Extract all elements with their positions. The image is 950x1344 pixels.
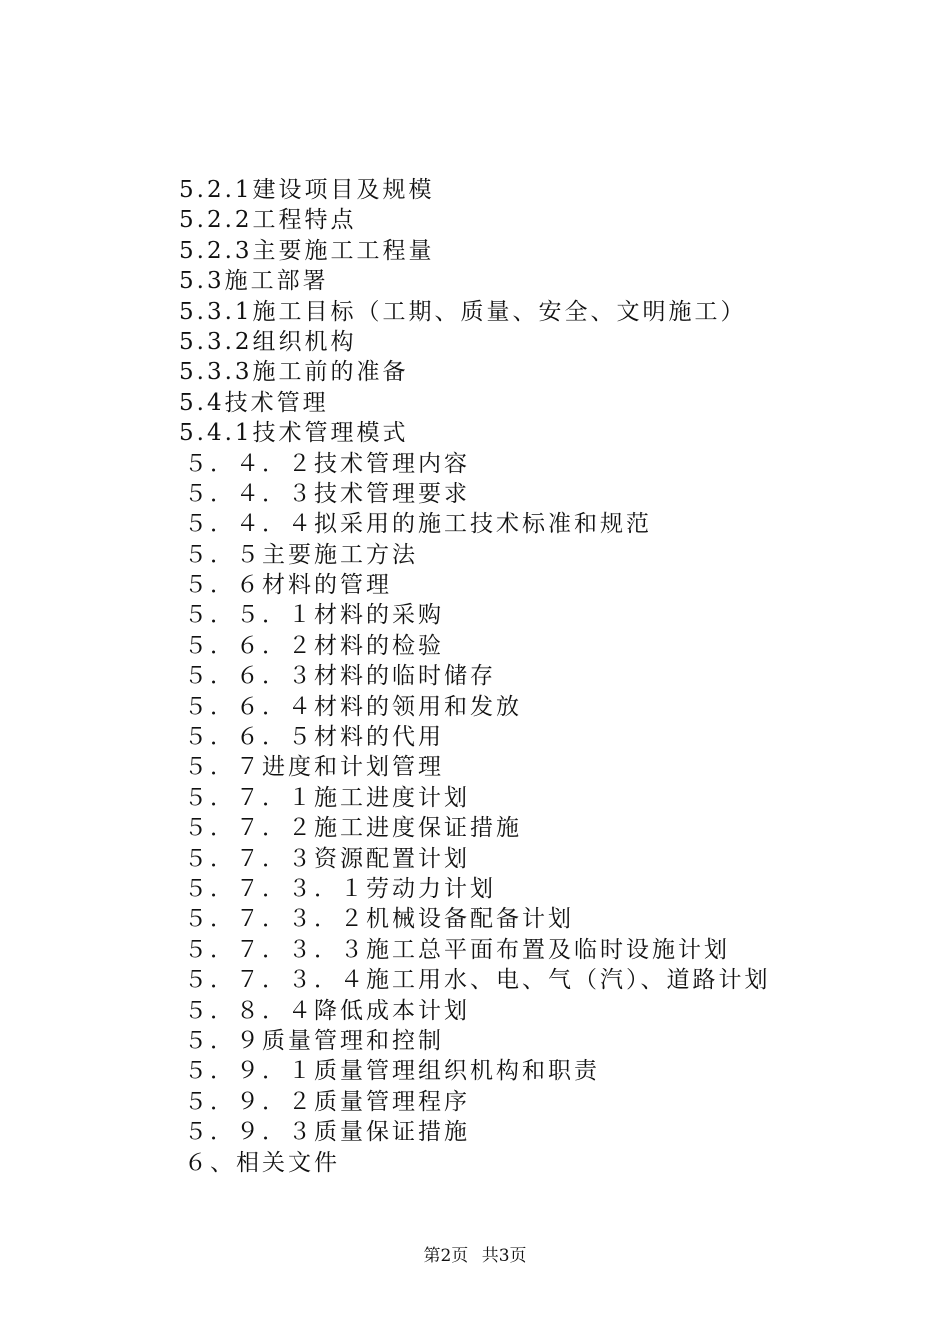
toc-line: 5.3.2组织机构 <box>179 328 357 355</box>
toc-line: ５．９．３质量保证措施 <box>184 1119 470 1146</box>
toc-line: 5.3.1施工目标（工期、质量、安全、文明施工） <box>179 298 747 325</box>
toc-line: ５．７．３．１劳动力计划 <box>184 875 496 902</box>
toc-line: 5.4.1技术管理模式 <box>179 420 409 447</box>
toc-line: ５．９．２质量管理程序 <box>184 1088 470 1115</box>
toc-line: 5.2.1建设项目及规模 <box>179 177 435 203</box>
toc-line: ５．７．２施工进度保证措施 <box>184 815 522 842</box>
page-number: 第2页 <box>423 1246 469 1266</box>
toc-line: 5.3.3施工前的准备 <box>179 359 409 386</box>
toc-line: ５．６．４材料的领用和发放 <box>184 693 522 720</box>
toc-line: ５．５主要施工方法 <box>184 541 418 568</box>
toc-line: ５．６．５材料的代用 <box>184 724 444 751</box>
toc-line: ５．５．１材料的采购 <box>184 602 444 629</box>
page-total: 共3页 <box>481 1246 527 1266</box>
toc-line: ５．７．３．４施工用水、电、气（汽）、道路计划 <box>184 967 771 994</box>
toc-line: ５．８．４降低成本计划 <box>184 997 470 1024</box>
toc-line: ５．６．３材料的临时储存 <box>184 663 496 690</box>
table-of-contents <box>0 175 950 1178</box>
toc-line: 5.2.2工程特点 <box>179 207 357 234</box>
toc-line: ５．７．３．２机械设备配备计划 <box>184 906 574 933</box>
toc-line: 5.3施工部署 <box>179 268 329 295</box>
toc-line: ５．７．１施工进度计划 <box>184 784 470 811</box>
toc-line: ５．９质量管理和控制 <box>184 1027 444 1054</box>
toc-line: ５．７进度和计划管理 <box>184 754 444 781</box>
toc-line: ５．９．１质量管理组织机构和职责 <box>184 1058 600 1085</box>
toc-line: ５．４．２技术管理内容 <box>184 450 470 477</box>
toc-line: 5.4技术管理 <box>179 389 329 416</box>
toc-line: ５．６．２材料的检验 <box>184 632 444 659</box>
toc-line: ５．６材料的管理 <box>184 572 392 599</box>
toc-line: ５．７．３．３施工总平面布置及临时设施计划 <box>184 936 730 963</box>
page-footer <box>0 1241 950 1266</box>
toc-line: ５．４．３技术管理要求 <box>184 480 470 507</box>
toc-line: 5.2.3主要施工工程量 <box>179 237 435 264</box>
toc-line: ６、相关文件 <box>184 1149 340 1176</box>
toc-line: ５．７．３资源配置计划 <box>184 845 470 872</box>
toc-line: ５．４．４拟采用的施工技术标准和规范 <box>184 511 652 538</box>
